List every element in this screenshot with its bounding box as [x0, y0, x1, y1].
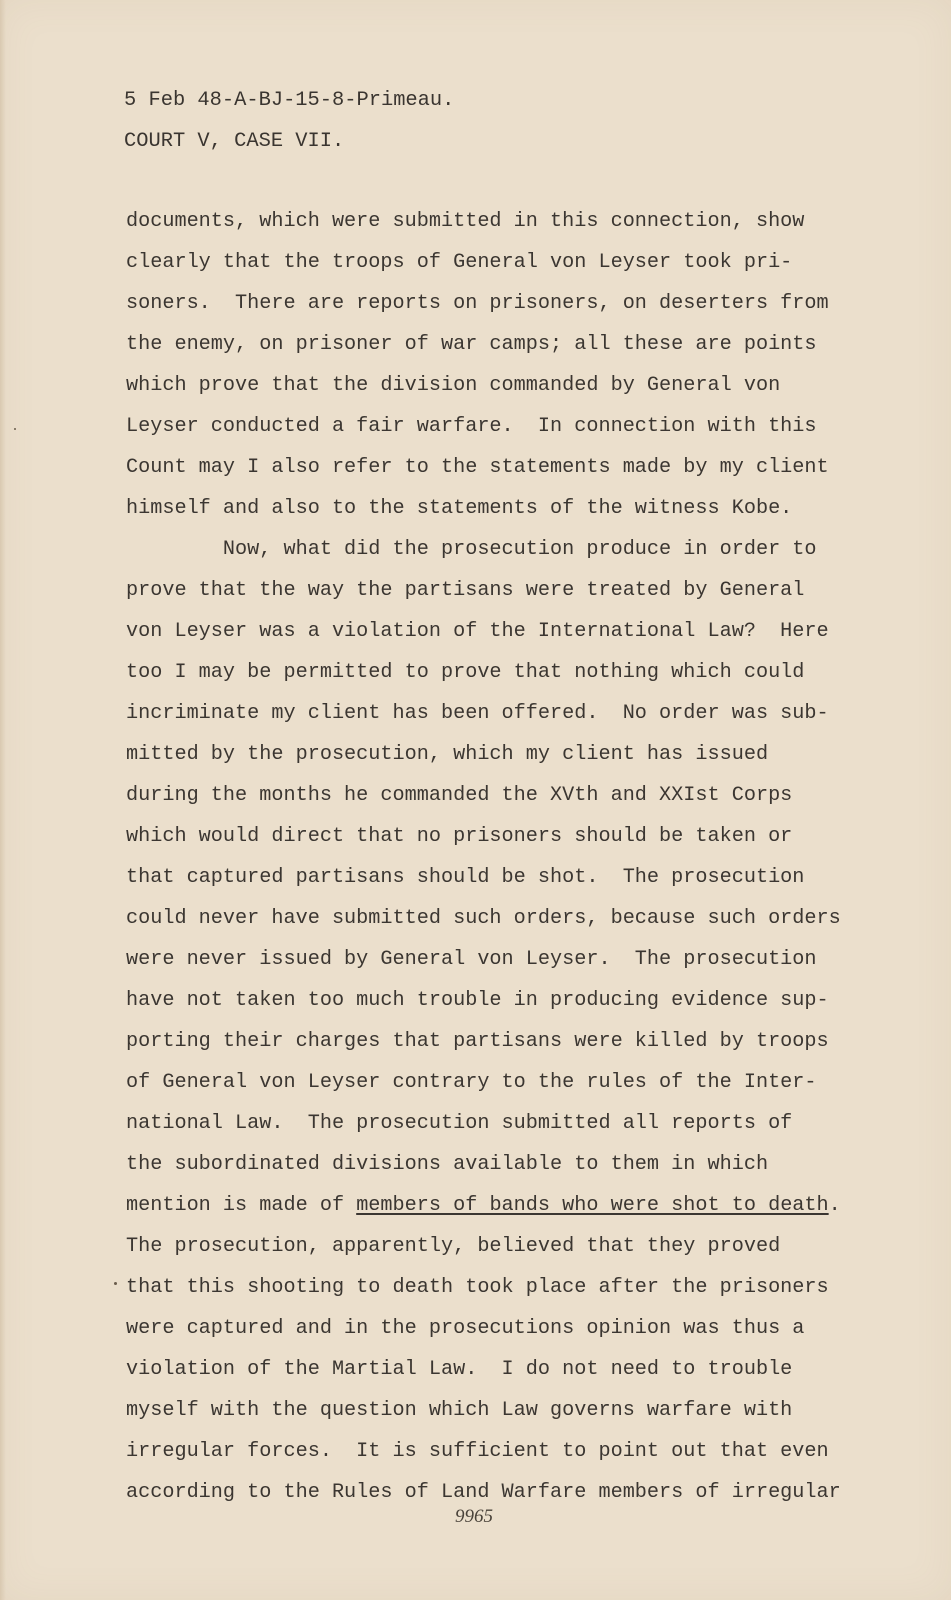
text-line: of General von Leyser contrary to the rules of the Inter- — [126, 1071, 817, 1094]
text-line: mitted by the prosecution, which my client has issued — [126, 743, 769, 766]
text-line: violation of the Martial Law. I do not need to trouble — [126, 1358, 793, 1381]
paper-speck — [14, 428, 16, 430]
text-line: have not taken too much trouble in producing evidence sup- — [126, 989, 829, 1012]
line-suffix: . — [828, 1194, 841, 1217]
page-number: 9965 — [455, 1506, 493, 1527]
text-line: porting their charges that partisans were killed by troops — [126, 1030, 829, 1053]
text-line: Now, what did the prosecution produce in order to — [126, 538, 817, 561]
text-line: national Law. The prosecution submitted all reports of — [126, 1112, 793, 1135]
court-case-heading: COURT V, CASE VII. — [124, 130, 345, 153]
text-line: incriminate my client has been offered. No order was sub- — [126, 702, 829, 725]
text-line: the enemy, on prisoner of war camps; all these are points — [126, 333, 817, 356]
text-line: documents, which were submitted in this connection, show — [126, 210, 805, 233]
line-prefix: mention is made of — [126, 1194, 357, 1217]
text-line: during the months he commanded the XVth and XXIst Corps — [126, 784, 793, 807]
text-line: Leyser conducted a fair warfare. In connection with this — [126, 415, 817, 438]
margin-mark — [114, 1282, 117, 1285]
text-line: Count may I also refer to the statements made by my client — [126, 456, 829, 479]
document-reference: 5 Feb 48-A-BJ-15-8-Primeau. — [124, 89, 455, 112]
text-line: clearly that the troops of General von Leyser took pri- — [126, 251, 793, 274]
text-line: which prove that the division commanded by General von — [126, 374, 781, 397]
page-edge-shadow — [0, 0, 6, 1600]
text-line: that captured partisans should be shot. The prosecution — [126, 866, 805, 889]
text-line: prove that the way the partisans were treated by General — [126, 579, 805, 602]
text-line: the subordinated divisions available to them in which — [126, 1153, 769, 1176]
text-line: myself with the question which Law governs warfare with — [126, 1399, 793, 1422]
text-line: himself and also to the statements of the witness Kobe. — [126, 497, 793, 520]
text-line: according to the Rules of Land Warfare members of irregular — [126, 1481, 841, 1504]
text-line-with-underline — [126, 1194, 841, 1235]
text-line: were never issued by General von Leyser. The prosecution — [126, 948, 817, 971]
underlined-phrase: members of bands who were shot to death — [356, 1194, 829, 1217]
text-line: too I may be permitted to prove that nothing which could — [126, 661, 805, 684]
text-line: that this shooting to death took place after the prisoners — [126, 1276, 829, 1299]
text-line: von Leyser was a violation of the International Law? Here — [126, 620, 829, 643]
text-line: irregular forces. It is sufficient to point out that even — [126, 1440, 829, 1463]
text-line: could never have submitted such orders, because such orders — [126, 907, 841, 930]
text-line: soners. There are reports on prisoners, on deserters from — [126, 292, 829, 315]
transcript-body — [126, 210, 841, 1522]
text-line: The prosecution, apparently, believed that they proved — [126, 1235, 781, 1258]
text-line: which would direct that no prisoners should be taken or — [126, 825, 793, 848]
text-line: were captured and in the prosecutions opinion was thus a — [126, 1317, 805, 1340]
